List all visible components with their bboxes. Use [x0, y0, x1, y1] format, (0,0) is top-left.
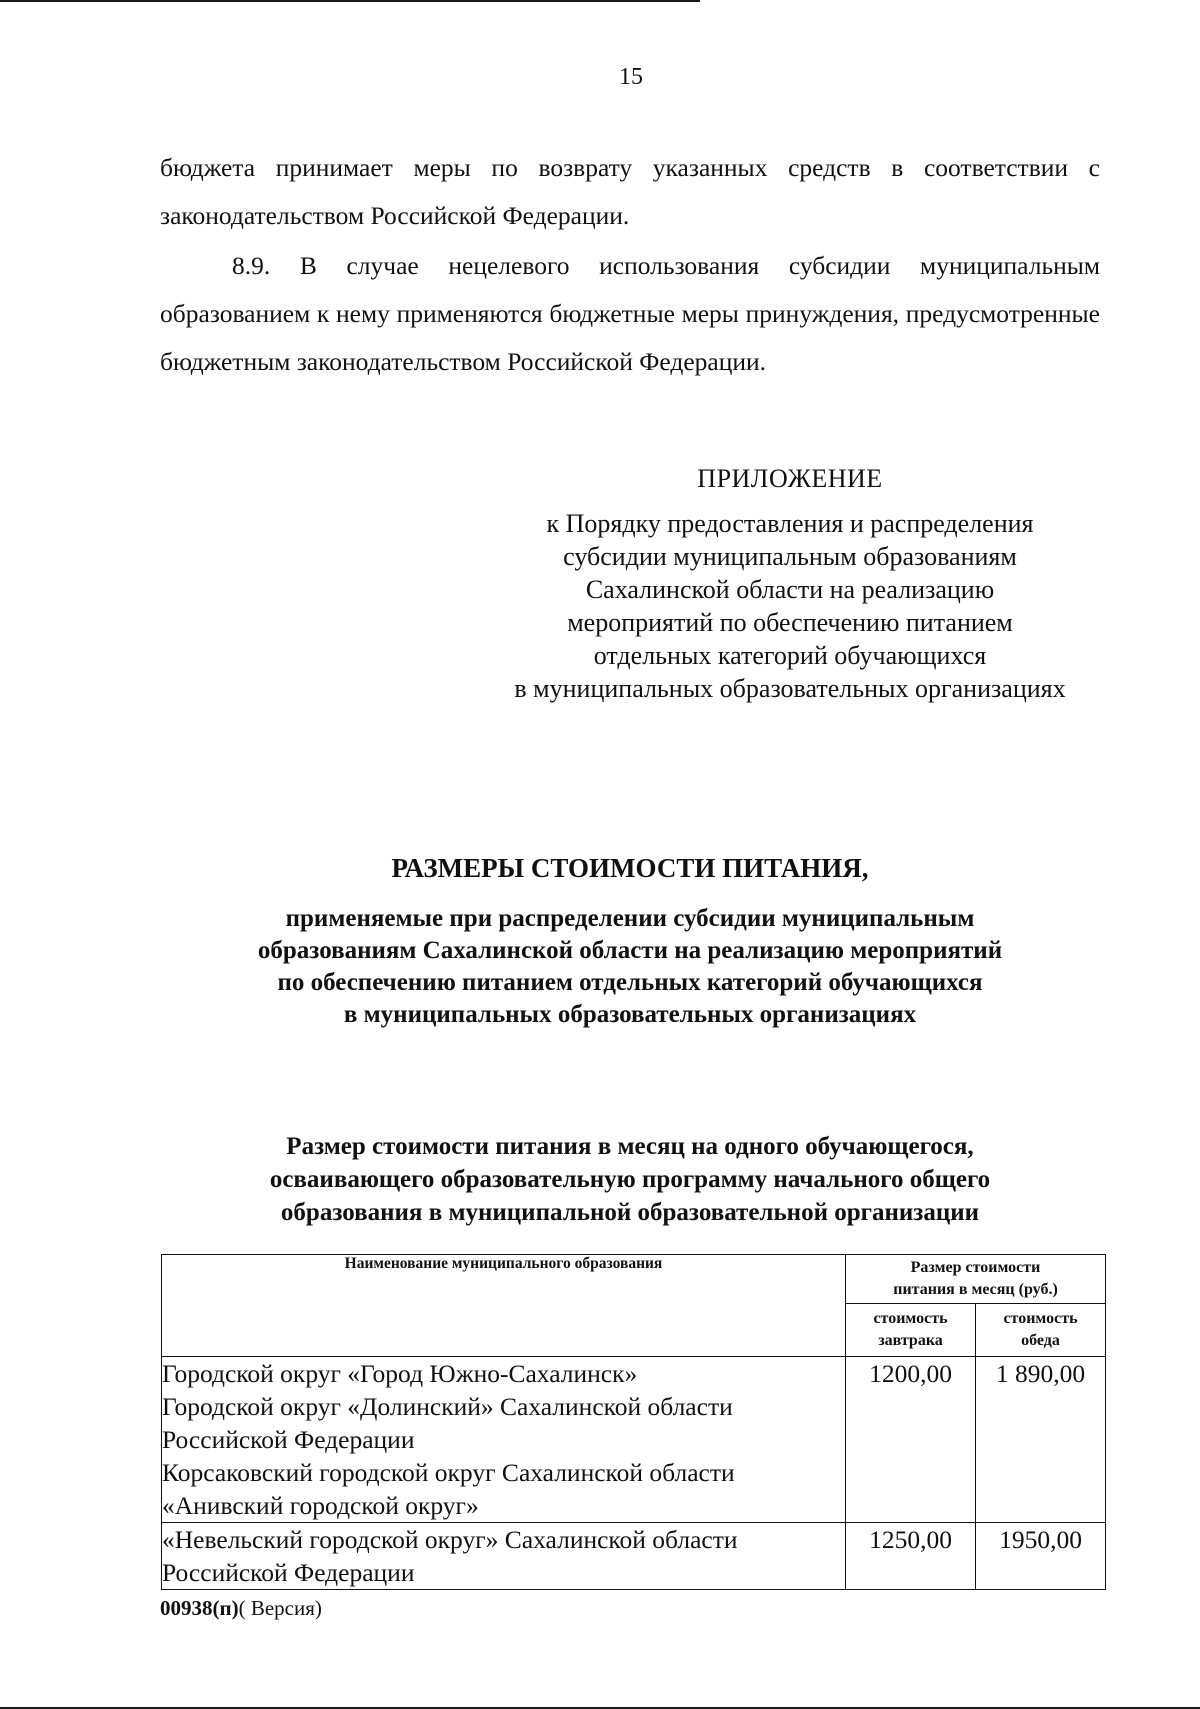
table-caption-line: образования в муниципальной образовательной организации — [280, 1199, 980, 1226]
municipality-line: Корсаковский городской округ Сахалинской области — [162, 1458, 735, 1487]
subtitle-line: образованиям Сахалинской области на реализацию мероприятий — [257, 937, 1003, 964]
header-breakfast-line: завтрака — [878, 1332, 943, 1349]
municipality-line: «Анивский городской округ» — [162, 1491, 479, 1520]
page-number: 15 — [619, 64, 643, 90]
table-caption — [160, 1130, 1100, 1229]
header-lunch-line: обеда — [1021, 1332, 1060, 1349]
subtitle-line: по обеспечению питанием отдельных категорий обучающихся — [277, 969, 983, 996]
header-monthly-cost — [846, 1255, 1106, 1304]
header-breakfast-line: стоимость — [873, 1310, 948, 1327]
document-title: РАЗМЕРЫ СТОИМОСТИ ПИТАНИЯ, — [391, 853, 869, 883]
lunch-cost-cell: 1950,00 — [976, 1523, 1106, 1590]
breakfast-cost-cell: 1200,00 — [846, 1357, 976, 1523]
paragraph-budget-return: бюджета принимает меры по возврату указанных средств в соответствии с законодательством Российской Федерации. — [160, 153, 1100, 230]
lunch-cost-cell: 1 890,00 — [976, 1357, 1106, 1523]
header-monthly-cost-line: Размер стоимости — [910, 1259, 1041, 1276]
municipality-cell — [162, 1523, 846, 1590]
appendix-line: отдельных категорий обучающихся — [593, 641, 987, 670]
municipality-line: Городской округ «Долинский» Сахалинской области — [162, 1392, 733, 1421]
municipality-cell — [162, 1357, 846, 1523]
table-row — [162, 1523, 1106, 1590]
municipality-line: «Невельский городской округ» Сахалинской области — [162, 1525, 738, 1554]
municipality-line: Городской округ «Город Южно-Сахалинск» — [162, 1359, 638, 1388]
header-breakfast-cost — [846, 1304, 976, 1357]
header-lunch-line: стоимость — [1003, 1310, 1078, 1327]
municipality-line: Российской Федерации — [162, 1425, 415, 1454]
document-footer — [160, 1596, 322, 1621]
document-code: 00938(п) — [160, 1596, 239, 1620]
document-subtitle — [160, 903, 1100, 1031]
appendix-line: мероприятий по обеспечению питанием — [567, 608, 1013, 637]
paragraph-8-9: 8.9. В случае нецелевого использования субсидии муниципальным образованием к нему применяются бюджетные меры принуждения, предусмотренные бюджетным законодательством Российской Федерации. — [160, 251, 1100, 376]
table-caption-line: осваивающего образовательную программу начального общего — [269, 1166, 991, 1193]
breakfast-cost-cell: 1250,00 — [846, 1523, 976, 1590]
appendix-line: в муниципальных образовательных организациях — [514, 674, 1066, 703]
appendix-title: ПРИЛОЖЕНИЕ — [697, 464, 883, 493]
subtitle-line: применяемые при распределении субсидии муниципальным — [285, 905, 975, 932]
header-municipality: Наименование муниципального образования — [162, 1255, 846, 1357]
table-row — [162, 1357, 1106, 1523]
top-edge-rule — [0, 0, 700, 2]
appendix-line: субсидии муниципальным образованиям — [563, 542, 1017, 571]
table-caption-line: Размер стоимости питания в месяц на одного обучающегося, — [286, 1133, 974, 1160]
document-version: ( Версия) — [238, 1596, 322, 1620]
subtitle-line: в муниципальных образовательных организациях — [343, 1001, 917, 1028]
municipality-line: Российской Федерации — [162, 1558, 415, 1587]
meal-cost-table — [161, 1254, 1106, 1590]
appendix-line: к Порядку предоставления и распределения — [546, 509, 1034, 538]
table-header-row — [162, 1255, 1106, 1304]
header-monthly-cost-line: питания в месяц (руб.) — [893, 1281, 1058, 1298]
appendix-block — [480, 462, 1100, 705]
appendix-line: Сахалинской области на реализацию — [585, 575, 995, 604]
header-lunch-cost — [976, 1304, 1106, 1357]
